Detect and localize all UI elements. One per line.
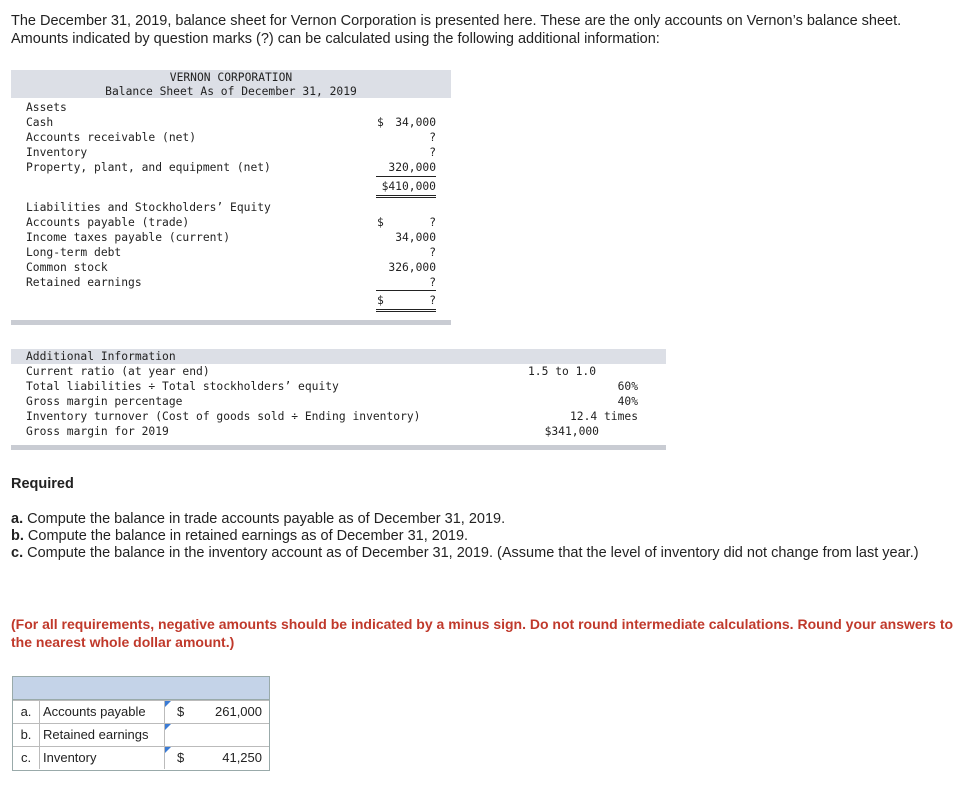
answer-label: Retained earnings — [43, 727, 149, 742]
retained-earnings-input[interactable] — [164, 724, 266, 746]
equity-label-common: Common stock — [26, 261, 108, 274]
accounts-payable-input[interactable] — [164, 701, 266, 723]
equity-amount-retained: ? — [429, 276, 436, 289]
balance-sheet-subtitle: Balance Sheet As of December 31, 2019 — [105, 85, 357, 98]
info-value-gross-margin-pct: 40% — [617, 395, 638, 408]
answer-letter: b. — [13, 724, 40, 746]
info-value-current-ratio: 1.5 to 1.0 — [527, 365, 596, 378]
asset-label-inventory: Inventory — [26, 146, 88, 159]
requirement-a-text: Compute the balance in trade accounts payable as of December 31, 2019. — [27, 511, 506, 527]
info-value-gross-margin: $341,000 — [544, 425, 599, 438]
cell-flag-icon — [165, 701, 171, 707]
requirement-c — [11, 545, 956, 562]
answer-letter: c. — [13, 747, 40, 769]
instructions-note: (For all requirements, negative amounts should be indicated by a minus sign. Do not round intermediate calculations. Round your answers to the nearest whole dollar amount.) — [11, 616, 954, 650]
assets-total: $410,000 — [381, 180, 436, 193]
info-label-gross-margin-pct: Gross margin percentage — [26, 395, 183, 408]
asset-amount-inventory: ? — [429, 146, 436, 159]
answer-letter: a. — [13, 701, 40, 723]
equity-amount-common: 326,000 — [388, 261, 436, 274]
additional-info-footer-band — [11, 445, 666, 450]
answer-value: 261,000 — [215, 704, 262, 719]
assets-total-double-rule — [376, 195, 436, 198]
info-label-gross-margin: Gross margin for 2019 — [26, 425, 169, 438]
requirement-c-letter: c. — [11, 545, 24, 561]
requirement-a — [11, 511, 956, 528]
liab-amount-ap: ? — [429, 216, 436, 229]
liab-label-taxes: Income taxes payable (current) — [26, 231, 231, 244]
answer-table-header — [13, 677, 269, 700]
assets-subtotal-rule — [376, 176, 436, 177]
answer-label: Accounts payable — [43, 704, 146, 719]
asset-label-ar: Accounts receivable (net) — [26, 131, 197, 144]
liab-label-ltdebt: Long-term debt — [26, 246, 122, 259]
info-value-inventory-turnover: 12.4 times — [569, 410, 638, 423]
company-name: VERNON CORPORATION — [169, 71, 293, 84]
liab-amount-taxes: 34,000 — [395, 231, 436, 244]
intro-text: The December 31, 2019, balance sheet for Vernon Corporation is presented here. These are the only accounts on Vernon’s balance sheet. Amounts indicated by question marks (?) can be calculated using the following additional information: — [11, 13, 902, 47]
requirement-b-text: Compute the balance in retained earnings as of December 31, 2019. — [27, 528, 469, 544]
liab-amount-ltdebt: ? — [429, 246, 436, 259]
info-label-debt-equity: Total liabilities ÷ Total stockholders’ equity — [26, 380, 339, 393]
inventory-input[interactable] — [164, 747, 266, 769]
liab-total-dollar: $ — [377, 294, 384, 307]
answer-table — [12, 676, 270, 771]
requirement-b — [11, 528, 956, 545]
liab-dollar-ap: $ — [377, 216, 384, 229]
info-label-current-ratio: Current ratio (at year end) — [26, 365, 210, 378]
info-value-debt-equity: 60% — [617, 380, 638, 393]
required-title: Required — [11, 476, 74, 492]
additional-info-heading: Additional Information — [26, 350, 176, 363]
asset-amount-cash: 34,000 — [395, 116, 436, 129]
info-label-inventory-turnover: Inventory turnover (Cost of goods sold ÷ Ending inventory) — [26, 410, 421, 423]
assets-heading: Assets — [26, 101, 67, 114]
asset-amount-ppe: 320,000 — [388, 161, 436, 174]
cell-flag-icon — [165, 747, 171, 753]
equity-label-retained: Retained earnings — [26, 276, 142, 289]
asset-label-cash: Cash — [26, 116, 54, 129]
answer-dollar: $ — [177, 750, 185, 765]
answer-label: Inventory — [43, 750, 97, 765]
requirement-b-letter: b. — [11, 528, 24, 544]
answer-row-inventory — [13, 746, 269, 769]
liab-subtotal-rule — [376, 290, 436, 291]
liab-total: ? — [429, 294, 436, 307]
liabilities-heading: Liabilities and Stockholders’ Equity — [26, 201, 271, 214]
asset-label-ppe: Property, plant, and equipment (net) — [26, 161, 271, 174]
balance-sheet-header — [11, 70, 451, 98]
asset-amount-ar: ? — [429, 131, 436, 144]
liab-label-ap: Accounts payable (trade) — [26, 216, 190, 229]
answer-row-accounts-payable — [13, 700, 269, 723]
liab-total-double-rule — [376, 309, 436, 312]
balance-sheet-footer-band — [11, 320, 451, 325]
asset-dollar-cash: $ — [377, 116, 384, 129]
requirement-a-letter: a. — [11, 511, 24, 527]
additional-info — [11, 349, 666, 452]
requirement-c-text: Compute the balance in the inventory account as of December 31, 2019. (Assume that the level of inventory did not change from last year.) — [27, 545, 919, 561]
answer-dollar: $ — [177, 704, 185, 719]
answer-value: 41,250 — [222, 750, 262, 765]
answer-row-retained-earnings — [13, 723, 269, 746]
cell-flag-icon — [165, 724, 171, 730]
balance-sheet — [11, 70, 451, 327]
